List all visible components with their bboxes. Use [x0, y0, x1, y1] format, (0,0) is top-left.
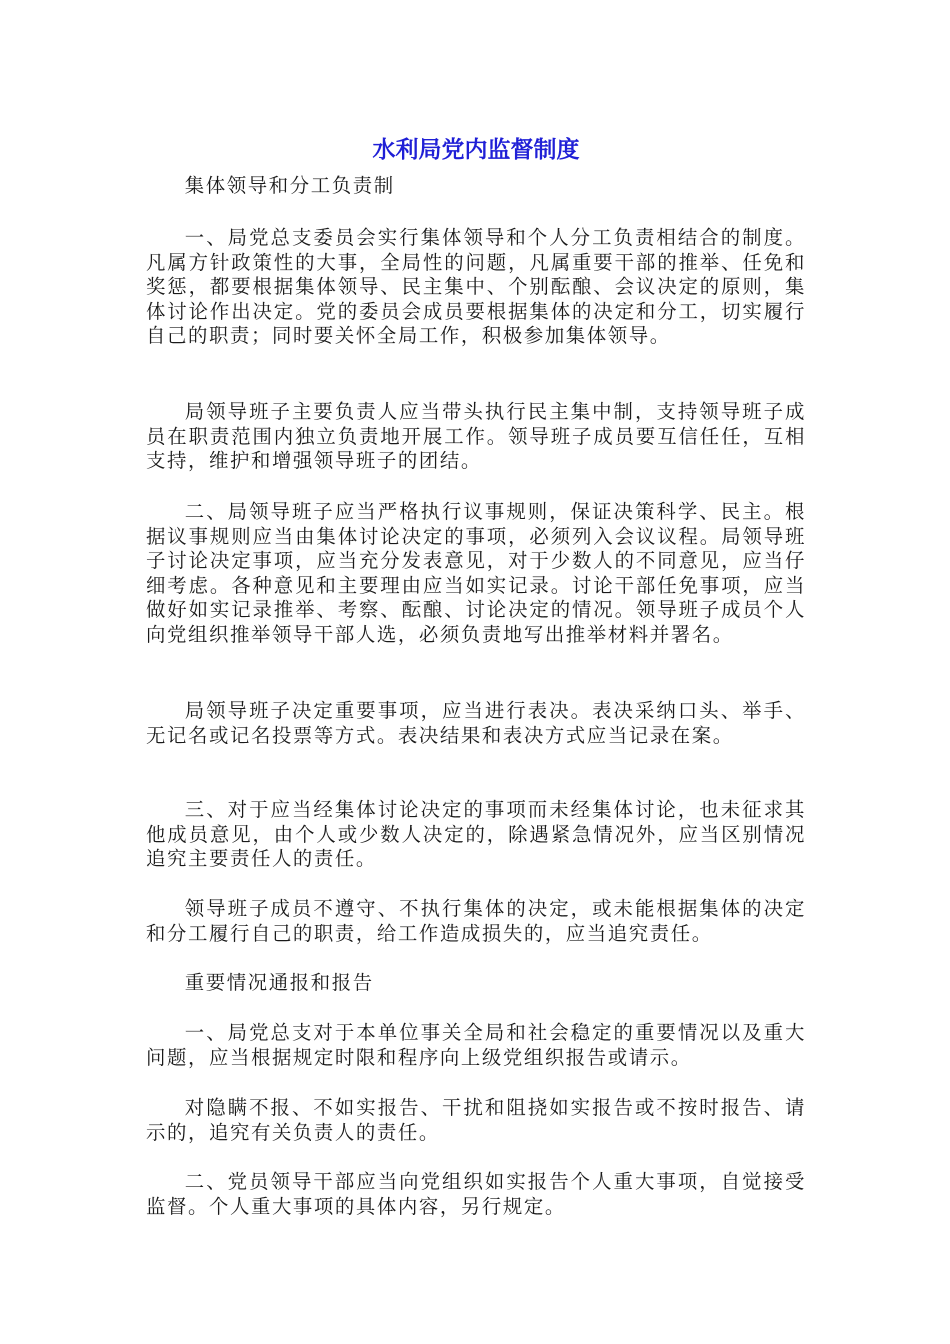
paragraph-5: 三、对于应当经集体讨论决定的事项而未经集体讨论，也未征求其他成员意见，由个人或少数人决定的，除遇紧急情况外，应当区别情况追究主要责任人的责任。	[146, 798, 806, 871]
paragraph-4: 局领导班子决定重要事项，应当进行表决。表决采纳口头、举手、无记名或记名投票等方式。表决结果和表决方式应当记录在案。	[146, 699, 806, 747]
paragraph-8: 对隐瞒不报、不如实报告、干扰和阻挠如实报告或不按时报告、请示的，追究有关负责人的责任。	[146, 1096, 806, 1144]
paragraph-3: 二、局领导班子应当严格执行议事规则，保证决策科学、民主。根据议事规则应当由集体讨论决定的事项，必须列入会议议程。局领导班子讨论决定事项，应当充分发表意见，对于少数人的不同意见，应当仔细考虑。各种意见和主要理由应当如实记录。讨论干部任免事项，应当做好如实记录推举、考察、酝酿、讨论决定的情况。领导班子成员个人向党组织推举领导干部人选，必须负责地写出推举材料并署名。	[146, 500, 806, 646]
paragraph-7: 一、局党总支对于本单位事关全局和社会稳定的重要情况以及重大问题，应当根据规定时限和程序向上级党组织报告或请示。	[146, 1021, 806, 1069]
paragraph-9: 二、党员领导干部应当向党组织如实报告个人重大事项，自觉接受监督。个人重大事项的具体内容，另行规定。	[146, 1170, 806, 1218]
paragraph-6: 领导班子成员不遵守、不执行集体的决定，或未能根据集体的决定和分工履行自己的职责，给工作造成损失的，应当追究责任。	[146, 897, 806, 945]
paragraph-1: 一、局党总支委员会实行集体领导和个人分工负责相结合的制度。凡属方针政策性的大事，全局性的问题，凡属重要干部的推举、任免和奖惩，都要根据集体领导、民主集中、个别酝酿、会议决定的原则，集体讨论作出决定。党的委员会成员要根据集体的决定和分工，切实履行自己的职责；同时要关怀全局工作，积极参加集体领导。	[146, 226, 806, 348]
paragraph-2: 局领导班子主要负责人应当带头执行民主集中制，支持领导班子成员在职责范围内独立负责地开展工作。领导班子成员要互信任任，互相支持，维护和增强领导班子的团结。	[146, 400, 806, 473]
document-title: 水利局党内监督制度	[372, 137, 580, 163]
section-heading-reporting: 重要情况通报和报告	[184, 971, 374, 994]
section-heading-collective-leadership: 集体领导和分工负责制	[184, 174, 395, 197]
